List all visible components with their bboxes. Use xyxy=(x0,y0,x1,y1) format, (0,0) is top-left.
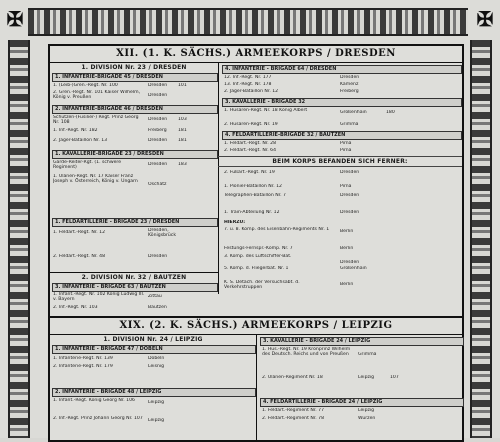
garrison: Dresden, Königsbrück xyxy=(148,228,176,239)
ornament-border-right xyxy=(470,40,492,438)
garrison: Dresden xyxy=(340,210,360,215)
garrison: Berlin xyxy=(340,246,354,251)
unit-name: 5. Komp. d. Fliegerbat. Nr. 1 xyxy=(224,266,289,271)
garrison: Kamenz xyxy=(340,82,359,87)
unit-name: 1. Feldart.-Regt. Nr. 28 xyxy=(224,141,276,146)
fa-brigade-32-heading: 4. FELDARTILLERIE-BRIGADE 32 / BAUTZEN xyxy=(222,131,462,140)
division-23-heading: 1. DIVISION Nr. 23 / DRESDEN xyxy=(81,64,187,71)
unit-name: 1. (Leib-)Gren.-Regt. Nr. 100 xyxy=(53,83,118,88)
unit-name: 2. Jäger-Bataillon Nr. 13 xyxy=(53,138,108,143)
garrison: Grimma xyxy=(340,122,359,127)
garrison: Dresden xyxy=(340,170,360,175)
garrison: Dresden xyxy=(340,75,360,80)
unit-name: K. S. Detach. der Versuchsabt. d. Verkehrstruppen xyxy=(224,280,300,291)
unit-name: 2. Feldart.-Regt. Nr. 48 xyxy=(53,254,105,259)
garrison: Dresden xyxy=(148,138,168,143)
ornament-border-left xyxy=(8,40,30,438)
unit-name: 13. Inf.-Regt. Nr. 178 xyxy=(224,82,272,87)
fa-brigade-24-heading: 4. FELDARTILLERIE - BRIGADE 24 / LEIPZIG xyxy=(260,398,464,407)
unit-name: 2. Feldart.-Regt. Nr. 64 xyxy=(224,148,276,153)
unit-number: 107 xyxy=(390,375,399,380)
table-frame xyxy=(48,44,464,442)
garrison: Dresden xyxy=(148,83,168,88)
garrison: Bautzen xyxy=(148,305,167,310)
garrison: Leipzig xyxy=(148,418,165,423)
garrison: Pirna xyxy=(340,141,352,146)
garrison: Berlin xyxy=(340,282,354,287)
unit-name: Garde-Reiter-Rgt. (1. schwere Regiment) xyxy=(53,160,122,171)
garrison: Oschatz xyxy=(148,182,167,187)
ornament-border-top xyxy=(28,8,468,36)
brigade-47-heading: 1. INFANTERIE - BRIGADE 47 / DÖBELN xyxy=(52,345,256,354)
unit-name: 2. Husaren-Regt. Nr. 19 xyxy=(224,122,278,127)
unit-name: Festungs-Fernspr.-Komp. Nr. 7 xyxy=(224,246,293,251)
corps-12-title: XII. (1. K. SÄCHS.) ARMEEKORPS / DRESDEN xyxy=(116,48,396,59)
garrison: Döbeln xyxy=(148,356,165,361)
division-32-heading: 2. DIVISION Nr. 32 / BAUTZEN xyxy=(81,274,187,281)
garrison: Pirna xyxy=(340,184,352,189)
garrison: Leipzig xyxy=(148,400,165,405)
garrison: Wurzen xyxy=(358,416,376,421)
garrison: Dresden xyxy=(148,93,168,98)
unit-name: 1. Ulanen-Regt. Nr. 17 Kaiser Franz Joseph v. Österreich, König v. Ungarn xyxy=(53,174,138,185)
garrison: Berlin xyxy=(340,229,354,234)
hierzu-label: HIERZU: xyxy=(224,220,246,225)
garrison: Großenhain xyxy=(340,110,367,115)
garrison: Leipzig xyxy=(358,408,375,413)
brigade-46-heading: 2. INFANTERIE-BRIGADE 46 / DRESDEN xyxy=(52,105,218,114)
garrison: Leipzig xyxy=(358,375,375,380)
garrison: Grimma xyxy=(358,352,377,357)
unit-number: 183 xyxy=(178,162,187,167)
unit-number: 103 xyxy=(178,117,187,122)
unit-name: 1. Train-Abteilung Nr. 12 xyxy=(224,210,280,215)
garrison: Pirna xyxy=(340,148,352,153)
unit-name: 2. Ulanen-Regiment Nr. 18 xyxy=(262,375,323,380)
unit-name: 2. Infanterie-Regt. Nr. 179 xyxy=(53,364,113,369)
garrison: Dresden xyxy=(340,260,360,265)
unit-name: Schützen-(Füsilier-) Regt. Prinz Georg Nr. 108 xyxy=(53,115,139,126)
garrison: Großenhain xyxy=(340,266,367,271)
brigade-63-heading: 3. INFANTERIE - BRIGADE 63 / BAUTZEN xyxy=(52,283,218,292)
beim-korps-heading: BEIM KORPS BEFANDEN SICH FERNER: xyxy=(272,158,408,165)
unit-name: 1. Feldart.-Regt. Nr. 12 xyxy=(53,230,105,235)
corps-19-title: XIX. (2. K. SÄCHS.) ARMEEKORPS / LEIPZIG xyxy=(119,320,393,331)
unit-name: 1. Hus.-Regt. Nr. 19 Kronprinz Wilhelm des Deutsch. Reichs und von Preußen xyxy=(262,347,351,358)
unit-name: 1. Infanterie-Regt. Nr. 139 xyxy=(53,356,113,361)
iron-cross-icon: ✠ xyxy=(476,7,494,31)
unit-name: 1. Feldart.-Regiment Nr. 77 xyxy=(262,408,325,413)
garrison: Dresden xyxy=(340,193,360,198)
fa-brigade-23-heading: 1. FELDARTILLERIE - BRIGADE 23 / DRESDEN xyxy=(52,218,218,227)
unit-name: 1. Pionier-Bataillon Nr. 12 xyxy=(224,184,282,189)
unit-name: 2. Feldart.-Regiment Nr. 78 xyxy=(262,416,325,421)
garrison: Dresden xyxy=(148,162,168,167)
garrison: Leisnig xyxy=(148,364,165,369)
unit-name: 12. Inf.-Regt. Nr. 177 xyxy=(224,75,272,80)
brigade-64-heading: 4. INFANTERIE - BRIGADE 64 / DRESDEN xyxy=(222,65,462,74)
garrison: Dresden xyxy=(148,254,168,259)
unit-name: 2. Inf.-Regt. Prinz Johann Georg Nr. 107 xyxy=(53,416,143,421)
unit-number: 181 xyxy=(178,128,187,133)
unit-name: 7. u. 8. Komp. des Eisenbahn-Regiments Nr. 1 xyxy=(224,227,330,232)
unit-number: 180 xyxy=(386,110,395,115)
unit-number: 101 xyxy=(178,83,187,88)
kav-brigade-24-heading: 3. KAVALLERIE - BRIGADE 24 / LEIPZIG xyxy=(260,337,464,346)
unit-name: 1. Inf.-Regt. Nr. 182 xyxy=(53,128,98,133)
brigade-45-heading: 1. INFANTERIE-BRIGADE 45 / DRESDEN xyxy=(52,73,218,82)
garrison: Freiberg xyxy=(148,128,167,133)
iron-cross-icon: ✠ xyxy=(6,7,24,31)
kav-brigade-23-heading: 1. KAVALLERIE-BRIGADE 23 / DRESDEN xyxy=(52,150,218,159)
division-24-heading: 1. DIVISION Nr. 24 / LEIPZIG xyxy=(103,336,203,343)
garrison: Dresden xyxy=(148,117,168,122)
unit-name: 2. Jäger-Bataillon Nr. 12 xyxy=(224,89,279,94)
unit-name: 2. Inf.-Regt. Nr. 103 xyxy=(53,305,98,310)
kav-brigade-32-heading: 3. KAVALLERIE - BRIGADE 32 xyxy=(222,98,462,107)
unit-name: 1. Infant.-Regt. Nr. 102 König Ludwig III. v. Bayern xyxy=(53,292,145,303)
unit-name: 2. Fußart.-Regt. Nr. 19 xyxy=(224,170,275,175)
unit-name: 3. Komp. des Luftschiffer-Bat. xyxy=(224,254,292,259)
unit-number: 181 xyxy=(178,138,187,143)
garrison: Freiberg xyxy=(340,89,359,94)
unit-name: 1. Infant.-Regt. König Georg Nr. 106 xyxy=(53,398,135,403)
unit-name: 1. Husaren-Regt. Nr. 18 König Albert xyxy=(224,108,308,113)
unit-name: Telegraphen-Bataillon Nr. 7 xyxy=(224,193,286,198)
brigade-48-heading: 2. INFANTERIE - BRIGADE 48 / LEIPZIG xyxy=(52,388,256,397)
unit-name: 2. Gren.-Regt. Nr. 101 Kaiser Wilhelm, König v. Preußen xyxy=(53,90,141,101)
garrison: Zittau xyxy=(148,294,162,299)
